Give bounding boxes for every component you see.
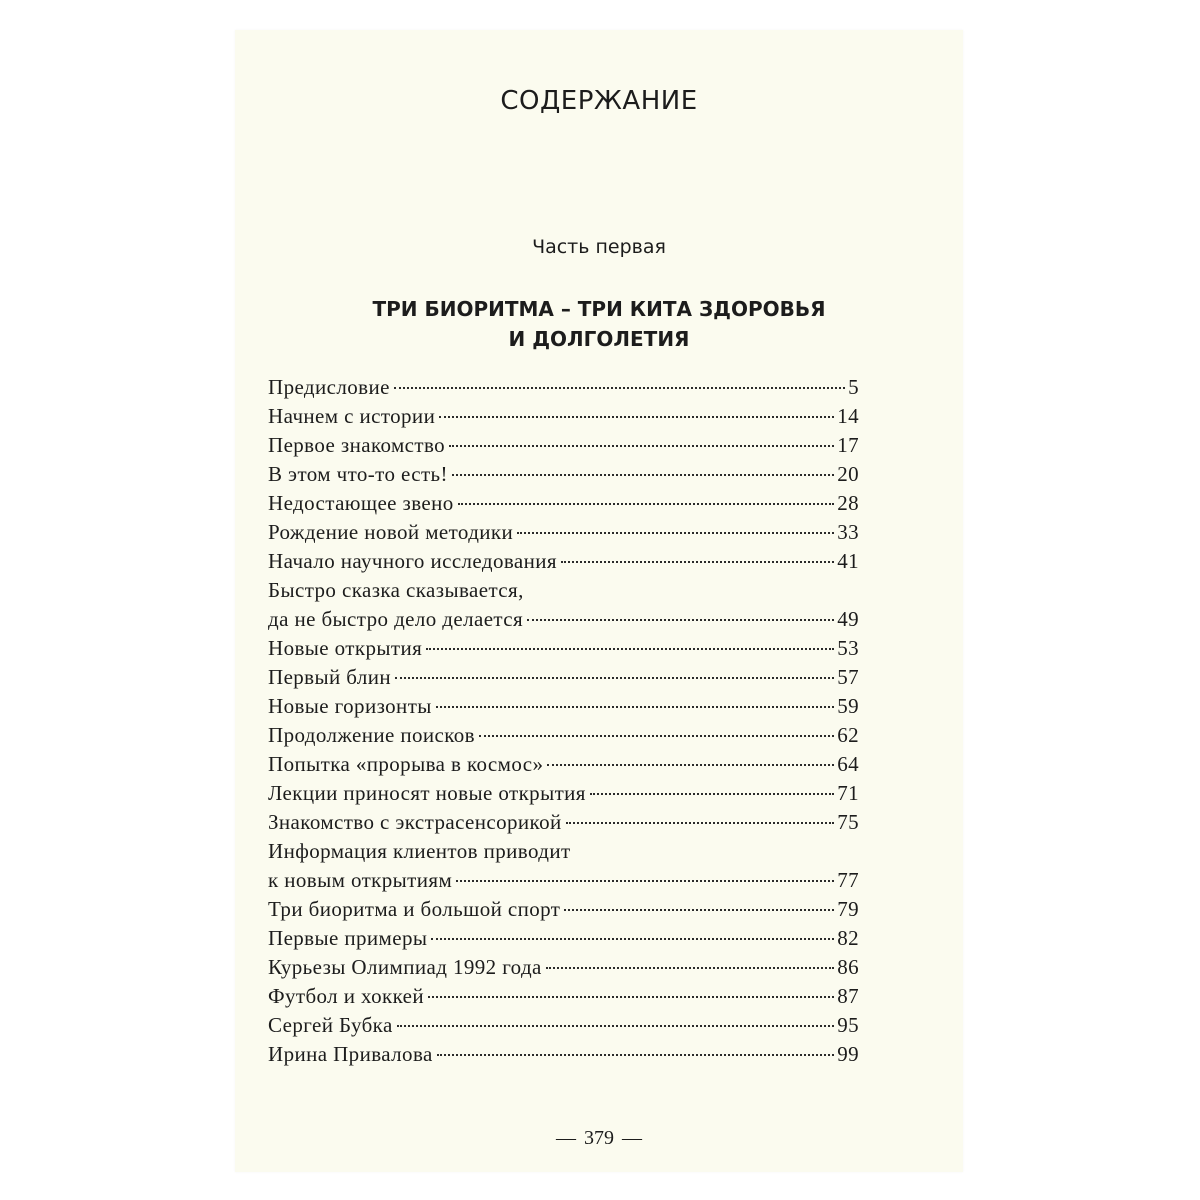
toc-dot-leader xyxy=(590,793,834,795)
toc-dot-leader xyxy=(428,996,834,998)
toc-entry-title-first-line: Информация клиентов приводит xyxy=(268,839,571,863)
toc-entry-page: 20 xyxy=(837,462,859,486)
toc-entry xyxy=(268,634,859,663)
toc-entry-page: 82 xyxy=(837,926,859,950)
toc-entry-page: 62 xyxy=(837,723,859,747)
toc-entry-title: Сергей Бубка xyxy=(268,1013,393,1037)
toc-entry xyxy=(268,692,859,721)
toc-entry-title: Начало научного исследования xyxy=(268,549,557,573)
toc-entry xyxy=(268,808,859,837)
toc-entry xyxy=(268,489,859,518)
toc-entry-title: Первые примеры xyxy=(268,926,428,950)
toc-entry-page: 33 xyxy=(837,520,859,544)
toc-entry xyxy=(268,518,859,547)
toc-dot-leader xyxy=(437,1054,834,1056)
toc-dot-leader xyxy=(397,1025,835,1027)
toc-entry-page: 41 xyxy=(837,549,859,573)
toc-entry-page: 71 xyxy=(837,781,859,805)
toc-entry-title: Три биоритма и большой спорт xyxy=(268,897,561,921)
toc-dot-leader xyxy=(449,445,834,447)
page-number xyxy=(235,1127,963,1150)
toc-dot-leader xyxy=(426,648,834,650)
folio-dash-left: — xyxy=(556,1127,576,1149)
toc-entry-page: 77 xyxy=(837,868,859,892)
toc-entry-page: 64 xyxy=(837,752,859,776)
toc-entry-page: 17 xyxy=(837,433,859,457)
toc-entry-title: Первое знакомство xyxy=(268,433,446,457)
toc-entry-title: Знакомство с экстрасенсорикой xyxy=(268,810,562,834)
toc-entry xyxy=(268,866,859,895)
toc-dot-leader xyxy=(527,619,834,621)
toc-entry-title: к новым открытиям xyxy=(268,868,453,892)
toc-entry-title-first-line: Быстро сказка сказывается, xyxy=(268,578,524,602)
part-title-line-1: ТРИ БИОРИТМА – ТРИ КИТА ЗДОРОВЬЯ xyxy=(372,297,826,321)
toc-dot-leader xyxy=(395,677,834,679)
folio-number: 379 xyxy=(584,1127,614,1149)
toc-entry-page: 57 xyxy=(837,665,859,689)
toc-dot-leader xyxy=(456,880,834,882)
toc-entry-page: 79 xyxy=(837,897,859,921)
toc-entry-title: Предисловие xyxy=(268,375,390,399)
toc-dot-leader xyxy=(561,561,834,563)
toc-entry xyxy=(268,750,859,779)
folio-dash-right: — xyxy=(622,1127,642,1149)
toc-entry xyxy=(268,1011,859,1040)
toc-dot-leader xyxy=(394,387,845,389)
toc-entry xyxy=(268,460,859,489)
toc-dot-leader xyxy=(452,474,834,476)
toc-entry-title: В этом что-то есть! xyxy=(268,462,448,486)
toc-entry xyxy=(268,402,859,431)
toc-dot-leader xyxy=(547,764,834,766)
toc-entry-title: Курьезы Олимпиад 1992 года xyxy=(268,955,542,979)
toc-entry-title: Начнем с истории xyxy=(268,404,436,428)
toc-entry-title: Новые горизонты xyxy=(268,694,432,718)
toc-entry xyxy=(268,721,859,750)
toc-entry-title: Недостающее звено xyxy=(268,491,454,515)
toc-dot-leader xyxy=(546,967,834,969)
toc-dot-leader xyxy=(517,532,834,534)
contents-title: СОДЕРЖАНИЕ xyxy=(500,86,698,116)
toc-dot-leader xyxy=(431,938,834,940)
toc-entry-page: 49 xyxy=(837,607,859,631)
toc-dot-leader xyxy=(479,735,834,737)
book-page xyxy=(235,30,963,1172)
toc-entry xyxy=(268,373,859,402)
toc-entry xyxy=(268,663,859,692)
toc-entry-title: Ирина Привалова xyxy=(268,1042,433,1066)
toc-dot-leader xyxy=(439,416,834,418)
toc-entry-page: 53 xyxy=(837,636,859,660)
toc-entry xyxy=(268,605,859,634)
toc-entry xyxy=(268,895,859,924)
part-title xyxy=(235,294,963,354)
toc-entry xyxy=(268,924,859,953)
toc-entry-page: 86 xyxy=(837,955,859,979)
toc-entry-title: Новые открытия xyxy=(268,636,423,660)
toc-entry-title: Продолжение поисков xyxy=(268,723,475,747)
toc-entry-title: Лекции приносят новые открытия xyxy=(268,781,586,805)
toc-entry-title: да не быстро дело делается xyxy=(268,607,524,631)
toc-dot-leader xyxy=(436,706,834,708)
toc-entry xyxy=(268,547,859,576)
toc-entry-page: 99 xyxy=(837,1042,859,1066)
toc-entry-title: Первый блин xyxy=(268,665,392,689)
toc-entry-page: 14 xyxy=(837,404,859,428)
toc-entry xyxy=(268,1040,859,1069)
toc-entry xyxy=(268,779,859,808)
toc-entry-page: 5 xyxy=(848,375,859,399)
toc-entry-page: 95 xyxy=(837,1013,859,1037)
toc-entry-title: Футбол и хоккей xyxy=(268,984,425,1008)
toc-entry-title: Рождение новой методики xyxy=(268,520,514,544)
toc-entry xyxy=(268,982,859,1011)
toc-entry-page: 59 xyxy=(837,694,859,718)
toc-entry xyxy=(268,953,859,982)
table-of-contents xyxy=(268,373,859,1069)
toc-entry-page: 75 xyxy=(837,810,859,834)
toc-entry-page: 87 xyxy=(837,984,859,1008)
toc-entry-title: Попытка «прорыва в космос» xyxy=(268,752,544,776)
toc-dot-leader xyxy=(458,503,834,505)
toc-dot-leader xyxy=(564,909,834,911)
toc-dot-leader xyxy=(566,822,835,824)
part-label: Часть первая xyxy=(532,236,666,258)
part-title-line-2: И ДОЛГОЛЕТИЯ xyxy=(508,327,690,351)
toc-entry-page: 28 xyxy=(837,491,859,515)
toc-entry xyxy=(268,431,859,460)
